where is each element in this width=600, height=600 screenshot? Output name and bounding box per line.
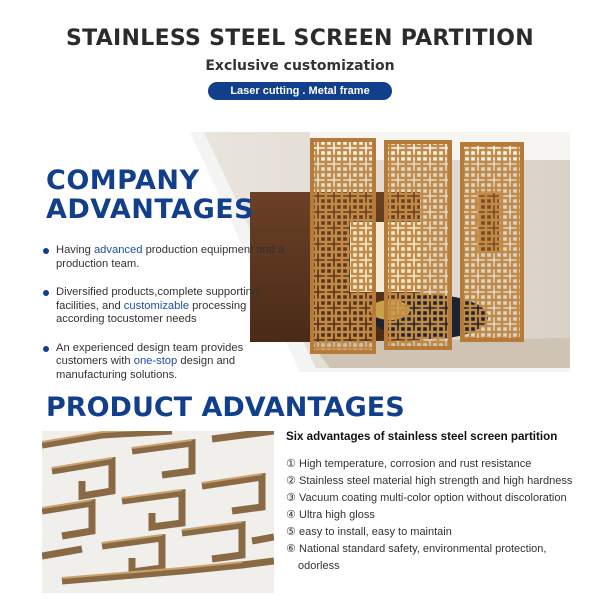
item-text: Stainless steel material high strength and high hardness	[299, 475, 573, 487]
list-item	[286, 507, 586, 524]
list-item-continuation: odorless	[298, 560, 340, 572]
item-text: Vacuum coating multi-color option without discoloration	[299, 492, 567, 504]
item-text: processing according tocustomer needs	[56, 299, 247, 325]
feature-pill: Laser cutting . Metal frame	[208, 82, 392, 100]
item-text: High temperature, corrosion and rust resistance	[299, 458, 532, 470]
item-highlight: advanced	[93, 244, 143, 256]
heading-line-1: COMPANY	[46, 165, 200, 196]
list-item	[286, 456, 586, 473]
company-advantages-list	[40, 244, 290, 397]
item-number: ①	[286, 458, 296, 470]
item-highlight: customizable	[123, 299, 190, 312]
page-subtitle: Exclusive customization	[205, 58, 395, 74]
lattice-closeup-photo	[42, 431, 274, 593]
list-item	[286, 473, 586, 490]
bullet-icon	[43, 290, 49, 296]
item-text: National standard safety, environmental protection,	[299, 543, 547, 555]
list-item	[40, 342, 290, 383]
list-item	[286, 490, 586, 507]
product-advantages-heading: PRODUCT ADVANTAGES	[46, 392, 405, 423]
item-number: ⑥	[286, 543, 296, 555]
item-text: easy to install, easy to maintain	[299, 526, 452, 538]
item-number: ④	[286, 509, 296, 521]
item-number: ③	[286, 492, 296, 504]
item-text: Diversified products,complete supporting facilities, and	[56, 286, 259, 312]
list-item	[286, 524, 586, 541]
item-number: ⑤	[286, 526, 296, 538]
list-item	[40, 286, 290, 327]
company-advantages-heading	[46, 166, 254, 224]
item-text: production equipment and a production team.	[56, 244, 285, 270]
six-advantages-title: Six advantages of stainless steel screen partition	[286, 430, 558, 443]
item-text: An experienced design team provides customers with	[56, 341, 244, 367]
item-text: Having	[56, 244, 94, 256]
page-title: STAINLESS STEEL SCREEN PARTITION	[65, 26, 534, 51]
item-highlight: one-stop	[133, 355, 178, 367]
item-number: ②	[286, 475, 296, 487]
bullet-icon	[43, 248, 49, 254]
item-text: design and manufacturing solutions.	[56, 355, 236, 381]
list-item	[286, 541, 586, 558]
bullet-icon	[43, 346, 49, 352]
list-item	[40, 244, 290, 271]
item-text: Ultra high gloss	[299, 509, 375, 521]
six-advantages-list	[286, 456, 586, 575]
heading-line-2: ADVANTAGES	[46, 194, 255, 225]
